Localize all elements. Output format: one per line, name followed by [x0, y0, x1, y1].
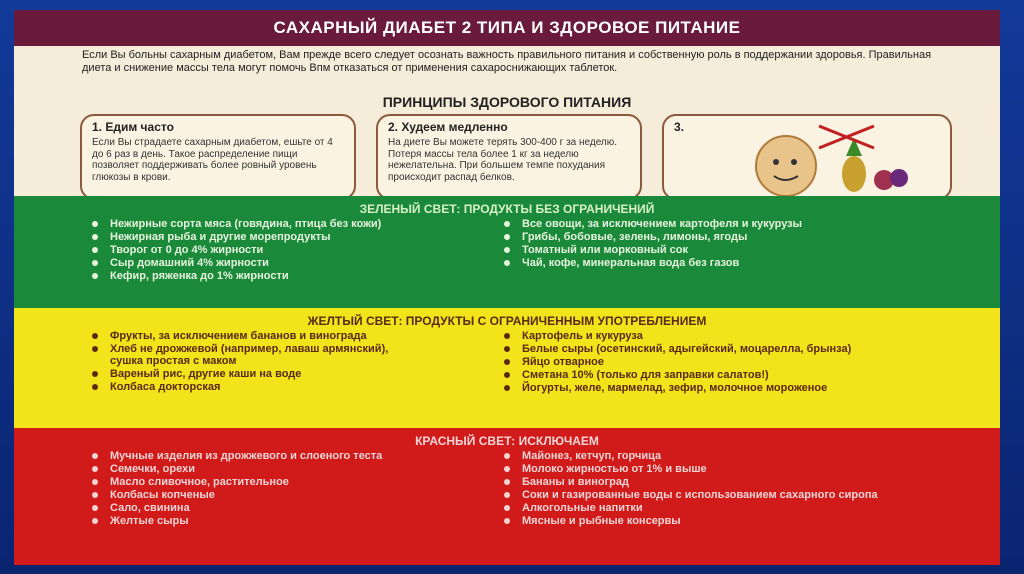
- green-header: ЗЕЛЕНЫЙ СВЕТ: ПРОДУКТЫ БЕЗ ОГРАНИЧЕНИЙ: [359, 202, 655, 216]
- food-illustration-icon: [724, 118, 944, 198]
- yellow-list-left: [86, 330, 416, 394]
- list-item: Сыр домашний 4% жирности: [86, 257, 416, 269]
- list-item: Вареный рис, другие каши на воде: [86, 368, 416, 380]
- list-item: Картофель и кукуруза: [498, 330, 938, 342]
- list-item: Мясные и рыбные консервы: [498, 515, 938, 527]
- list-item: Желтые сыры: [86, 515, 416, 527]
- list-item: Колбаса докторская: [86, 381, 416, 393]
- green-list-left: [86, 218, 416, 283]
- list-item: Нежирные сорта мяса (говядина, птица без кожи): [86, 218, 416, 230]
- principle-box-3: [662, 114, 952, 200]
- list-item: Масло сливочное, растительное: [86, 476, 416, 488]
- green-light-section: [14, 196, 1000, 308]
- list-item: Молоко жирностью от 1% и выше: [498, 463, 938, 475]
- list-item: Колбасы копченые: [86, 489, 416, 501]
- list-item: Майонез, кетчуп, горчица: [498, 450, 938, 462]
- list-item: Кефир, ряженка до 1% жирности: [86, 270, 416, 282]
- list-item: Сало, свинина: [86, 502, 416, 514]
- yellow-header: ЖЕЛТЫЙ СВЕТ: ПРОДУКТЫ С ОГРАНИЧЕННЫМ УПОТРЕБЛЕНИЕМ: [307, 314, 707, 328]
- list-item: Нежирная рыба и другие морепродукты: [86, 231, 416, 243]
- list-item: Мучные изделия из дрожжевого и слоеного теста: [86, 450, 416, 462]
- list-item: Белые сыры (осетинский, адыгейский, моцарелла, брынза): [498, 343, 938, 355]
- list-item: Грибы, бобовые, зелень, лимоны, ягоды: [498, 231, 938, 243]
- green-list-right: [498, 218, 938, 270]
- poster-title: САХАРНЫЙ ДИАБЕТ 2 ТИПА И ЗДОРОВОЕ ПИТАНИЕ: [14, 10, 1000, 46]
- principle-heading: 1. Едим часто: [92, 120, 174, 134]
- list-item: Йогурты, желе, мармелад, зефир, молочное мороженое: [498, 382, 938, 394]
- red-list-right: [498, 450, 938, 528]
- list-item: Все овощи, за исключением картофеля и кукурузы: [498, 218, 938, 230]
- principle-text: На диете Вы можете терять 300-400 г за неделю. Потеря массы тела более 1 кг за неделю нежелательна. При большем темпе похудания происходит распад белков.: [388, 137, 618, 183]
- list-item: Бананы и виноград: [498, 476, 938, 488]
- red-list-left: [86, 450, 416, 528]
- red-header: КРАСНЫЙ СВЕТ: ИСКЛЮЧАЕМ: [415, 434, 599, 448]
- list-item: Хлеб не дрожжевой (например, лаваш армянский), сушка простая с маком: [86, 343, 416, 367]
- red-light-section: [14, 428, 1000, 565]
- principle-heading: 3.: [674, 120, 685, 134]
- list-item: Томатный или морковный сок: [498, 244, 938, 256]
- list-item: Алкогольные напитки: [498, 502, 938, 514]
- intro-text: Если Вы больны сахарным диабетом, Вам прежде всего следует осознать важность правильного питания и собственную роль в поддержании здоровья. Правильная диета и снижение массы тела могут помочь Впм отказаться от применения сахароснижающих таблеток.: [82, 49, 932, 74]
- principle-text: Если Вы страдаете сахарным диабетом, ешьте от 4 до 6 раз в день. Такое распределение пищи позволяет поддерживать более ровный уровень глюкозы в крови.: [92, 137, 333, 183]
- list-item: Творог от 0 до 4% жирности: [86, 244, 416, 256]
- yellow-light-section: [14, 308, 1000, 428]
- principles-title: ПРИНЦИПЫ ЗДОРОВОГО ПИТАНИЯ: [382, 94, 632, 110]
- list-item: Сметана 10% (только для заправки салатов!): [498, 369, 938, 381]
- principle-box-2: [376, 114, 642, 200]
- list-item: Чай, кофе, минеральная вода без газов: [498, 257, 938, 269]
- list-item: Яйцо отварное: [498, 356, 938, 368]
- yellow-list-right: [498, 330, 938, 395]
- list-item: Фрукты, за исключением бананов и винограда: [86, 330, 416, 342]
- poster: [14, 10, 1000, 565]
- list-item: Соки и газированные воды с использованием сахарного сиропа: [498, 489, 938, 501]
- principle-heading: 2. Худеем медленно: [388, 120, 508, 134]
- list-item: Семечки, орехи: [86, 463, 416, 475]
- principle-box-1: [80, 114, 356, 200]
